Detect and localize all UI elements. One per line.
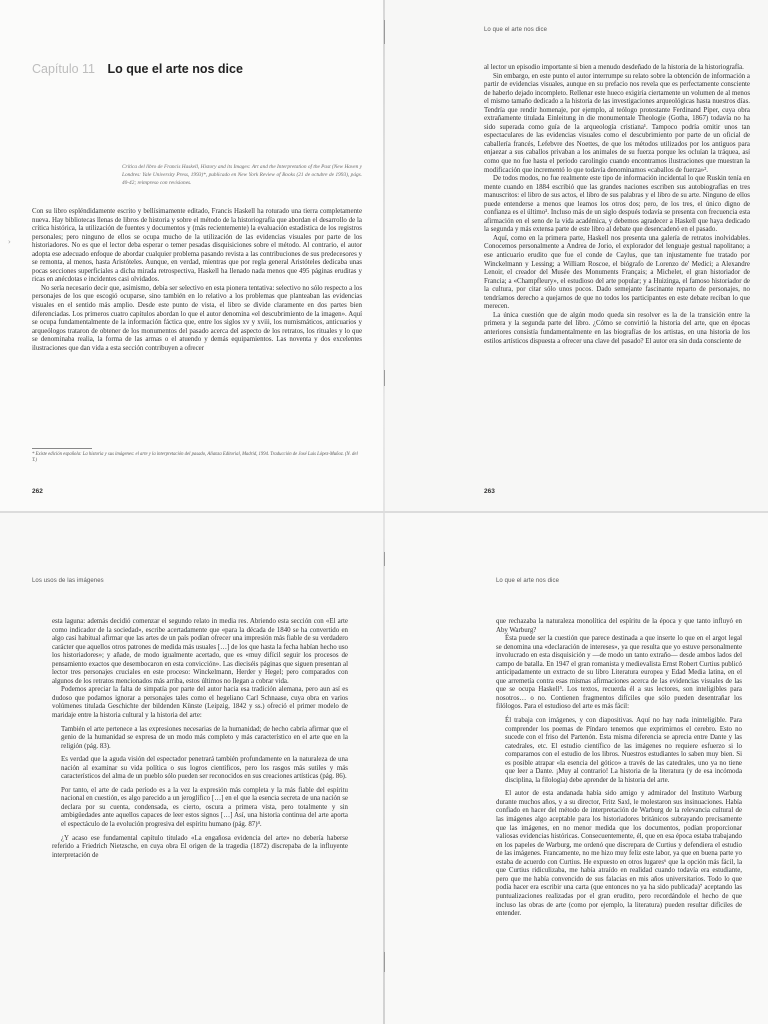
chapter-title: Lo que el arte nos dice [107,62,243,76]
paragraph: Sin embargo, en este punto el autor interrumpe su relato sobre la obtención de información a partir de evidencias visuales, aunque en su prefacio nos revela que es perfectamente consciente de haberlo dejado incompleto. Rellenar este hueco exigiría ciertamente un volumen de al menos el mismo tamaño dedicado a la historia de las investigaciones arqueológicas hasta nuestros días. Tendría que rendir homenaje, por ejemplo, al teólogo protestante Ferdinand Piper, cuya obra extrañamente titulada Einleitung in die monumentale Theologie (Gotha, 1867) todavía no ha sido superada como guía de la arqueología cristiana¹. Tampoco podría omitir unos tan espectaculares de las evidencias visuales como el descubrimiento por parte de un oficial de caballería francés, Lefebvre des Noettes, de que los métodos utilizados por los antiguos para enjaezar a sus caballos privaban a los animales de su fuerza porque les ocluían la tráquea, así como que no fue hasta el período carolingio cuando encontramos ilustraciones que muestran la modificación que incrementó lo que todavía denominamos «caballos de fuerza»². [484,72,750,174]
fold-mark [384,20,385,44]
paragraph: Podemos apreciar la falta de simpatía por parte del autor hacia esa tradición alemana, pero aun así es dudoso que podamos ignorar a personajes tales como el hegeliano Carl Schnaase, cuya obra en varios volúmenes titulada Geschichte der bildenden Künste (Leipzig, 1842 y ss.) ofreció el primer modelo de maridaje entre la historia cultural y la historia del arte: [52,686,348,720]
paragraph: esta laguna: además decidió comenzar el segundo relato in media res. Abriendo esta sección con «El arte como indicador de la sociedad», escribe acertadamente que «para la década de 1840 se ha convertido en algo casi habitual afirmar que las artes de un país podían ofrecer una impresión más fiable de su verdadero carácter que aquellos otros patrones de medida más usuales […] de los que hasta la fecha habían hecho uso los historiadores»; y añade, de modo igualmente acertado, que es «muy difícil seguir los procesos de pensamiento exactos que desembocaron en esta convicción». Las dieciséis páginas que siguen presentan al lector tres personajes cruciales en este proceso: Winckelmann, Herder y Hegel; pero comparados con algunos de los retratos mencionados más arriba, estos últimos no llegan a cobrar vida. [52,618,348,685]
paragraph: Ésta puede ser la cuestión que parece destinada a que inserte lo que en el argot legal se denomina una «declaración de intereses», ya que resulta que yo estuve personalmente involucrado en esta disquisición y —de modo un tanto extraño— desde ambos lados del campo de batalla. En 1947 el gran romanista y medievalista Ernst Robert Curtius publicó anticipadamente un extracto de su libro Literatura europea y Edad Media latina, en el que arremetía contra esas mismas afirmaciones acerca de las evidencias visuales de las que se ocupa Haskell⁵. Los textos, recuerda él a sus lectores, son inteligibles para nosotros… o no. Contienen fragmentos difíciles que sólo pueden desentrañar los filólogos. Para el estudioso del arte es más fácil: [496,635,742,711]
fold-mark [384,952,385,972]
page-divider [0,511,768,513]
source-note: Crítica del libro de Francis Haskell, History and its Images: Art and the Interpretation of the Past (New Haven y Londres: Yale University Press, 1993)*, publicado en New York Review of Books (21 de octubre de 1993), págs. 40-42; reimpreso con revisiones. [122,164,362,186]
paragraph: que rechazaba la naturaleza monolítica del espíritu de la época y que tanto influyó en Aby Warburg? [496,618,742,634]
body-text-262 [32,208,362,353]
block-quote: Por tanto, el arte de cada período es a la vez la expresión más completa y la más fiable del espíritu nacional en cuestión, es algo parecido a un jeroglífico […] en el que la esencia secreta de una nación se declara por su cuenta, condensada, es cierto, oscura a primera vista, pero totalmente y sin ambigüedades ante aquellos capaces de leer estos signos […] Así, una historia continua del arte aporta el espectáculo de la evolución progresiva del espíritu humano (pág. 87)⁴. [61,786,348,829]
page-bottom-left [0,512,384,1024]
paragraph: El autor de esta andanada había sido amigo y admirador del Instituto Warburg durante muchos años, y a su director, Fritz Saxl, le molestaron sus insinuaciones. Había confiado en hacer del método de interpretación de Warburg de la relevancia cultural de las imágenes algo aceptable para los historiadores británicos subrayando precisamente que las imágenes, en no menor medida que los documentos, podían proporcionar valiosas evidencias históricas. Consecuentemente, él, que en esa época estaba trabajando en los papeles de Warburg, me ordenó que discrepara de Curtius y defendiera el estudio de las imágenes. Francamente, no me hizo muy feliz este labor, ya que en buena parte yo estaba de acuerdo con Curtius. He expuesto en otros lugares⁶ que la opción más fácil, la que Curtius ridiculizaba, me había atraído en realidad cuando todavía era estudiante, pero que me había convencido de sus falacias en mis años universitarios. Todo lo que podía hacer era escribir una carta (que entonces no ya ha sido publicada)⁷ aceptando las puntualizaciones realizadas por el gran erudito, pero recordándole el hecho de que incluso las obras de arte (como por ejemplo, la literatura) pueden resultar difíciles de entender. [496,790,742,918]
scan-mark: › [8,238,11,246]
chapter-label: Capítulo 11 [32,62,96,76]
running-head: Los usos de las imágenes [32,578,104,584]
block-quote: También el arte pertenece a las expresiones necesarias de la humanidad; de hecho cabría afirmar que el genio de la humanidad se expresa de un modo más completo y más característico en el arte que en la religión (pág. 83). [61,725,348,750]
block-quote: Es verdad que la aguda visión del espectador penetrará también profundamente en la naturaleza de una nación al examinar su vida política o sus logros científicos, pero los rasgos más sutiles y más característicos del alma de un pueblo sólo pueden ser reconocidos en sus creaciones artísticas (pág. 86). [61,756,348,781]
page-263 [384,0,768,512]
paragraph: ¿Y acaso ese fundamental capítulo titulado «La engañosa evidencia del arte» no debería haberse referido a Friedrich Nietzsche, en cuya obra El origen de la tragedia (1872) discrepaba de la influyente interpretación de [52,834,348,859]
body-text-bottom-left [52,618,348,860]
page-number: 263 [484,488,495,495]
running-head: Lo que el arte nos dice [484,27,548,33]
running-head: Lo que el arte nos dice [496,578,560,584]
footnote: * Existe edición española: La historia y sus imágenes: el arte y la interpretación del pasado, Alianza Editorial, Madrid, 1994. Traducción de José Luis López-Muñoz. (N. del T.) [32,452,358,464]
body-text-bottom-right [496,618,742,919]
page-number: 262 [32,488,43,495]
footnote-rule [32,448,92,449]
fold-mark [384,370,385,386]
chapter-heading [32,60,243,78]
paragraph: No sería necesario decir que, asimismo, debía ser selectivo en esta pionera tentativa: selectivo no sólo respecto a los personajes de los que escogió ocuparse, sino también en lo relativo a los problemas que planteaban las evidencias visuales en el sentido más amplio. Desde este punto de vista, el libro se divide claramente en dos partes bien diferenciadas. Los primeros cuatro capítulos abordan lo que el autor denomina «el descubrimiento de la imagen». Aquí se ocupa fundamentalmente de la información fáctica que, entre los siglos xv y xviii, los numismáticos, anticuarios y arqueólogos trataron de obtener de los monumentos del pasado acerca del aspecto de los retratos, los rituales y lo que se denominaba realia, la forma de las armas o el atuendo y demás equipamientos. Las noventa y dos excelentes ilustraciones que dan vida a esta sección contribuyen a ofrecer [32,284,362,352]
paragraph: La única cuestión que de algún modo queda sin resolver es la de la transición entre la primera y la segunda parte del libro. ¿Cómo se convirtió la historia del arte, que en épocas anteriores consistía fundamentalmente en las biografías de los artistas, en una historia de los estilos artísticos dispuesta a ofrecer una clave del pasado? El autor era sin duda consciente de [484,311,750,345]
paragraph: De todos modos, no fue realmente este tipo de información incidental lo que Ruskin tenía en mente cuando en 1884 escribió que las grandes naciones escriben sus autobiografías en tres manuscritos: el libro de sus actos, el libro de sus palabras y el libro de su arte. Ninguno de ellos puede entenderse a menos que leamos los otros dos; pero, de los tres, el único digno de confianza es el último³. Incluso más de un siglo después todavía se presenta con frecuencia esta afirmación en el seno de la vida académica, y debemos agradecer a Haskell que haya dedicado la segunda y más extensa parte de este libro al debate que desencadenó en el pasado. [484,175,750,234]
fold-mark [384,552,385,566]
body-text-263 [484,64,750,346]
block-quote: Él trabaja con imágenes, y con diapositivas. Aquí no hay nada ininteligible. Para comprender los poemas de Píndaro tenemos que exprimirnos el cerebro. Esto no sucede con el friso del Partenón. Esta misma diferencia se aprecia entre Dante y las catedrales, etc. El estudio científico de las imágenes no requiere esfuerzo si lo comparamos con el estudio de los libros. Nuestros estudiantes lo saben muy bien. Si es posible atrapar «la esencia del gótico» a través de las catedrales, uno ya no tiene que leer a Dante. ¡Muy al contrario! La historia de la literatura (y de esa incómoda disciplina, la filología) debe aprender de la historia del arte. [505,717,742,784]
paragraph: Con su libro espléndidamente escrito y bellísimamente editado, Francis Haskell ha roturado una tierra completamente nueva. Hay bibliotecas llenas de libros de historia y sobre el método de la historiografía que abordan el desarrollo de la crítica histórica, la utilización de fuentes y documentos y (más recientemente) la evaluación estadística de los registros personales; pero ninguno de ellos se ocupa mucho de la utilización de las evidencias visuales por parte de los historiadores. No es que el lector deba esperar o temer pesadas disquisiciones sobre el método. Al contrario, el autor adopta ese adecuado enfoque de abordar cualquier problema pasando revista a las contribuciones de sus predecesores y se remonta, al menos, hasta Aristóteles. Aunque, en verdad, mientras que por regla general Aristóteles dedicaba unas pocas secciones superficiales a dicha mirada retrospectiva, Haskell ha llenado nada menos que 495 páginas eruditas y ricas en anécdotas e incidentes casi olvidados. [32,208,362,284]
paragraph: al lector un episodio importante si bien a menudo desdeñado de la historia de la historiografía. [484,64,744,71]
paragraph: Aquí, como en la primera parte, Haskell nos presenta una galería de retratos inolvidables. Conocemos personalmente a Andrea de Jorio, el explorador del lenguaje gestual napolitano; a ese anticuario erudito que fue el conde de Caylus, que tan injustamente fue tratado por Winckelmann y Lessing; a William Roscoe, el biógrafo de Lorenzo de' Medici; a Alexandre Lenoir, el creador del Musée des Monuments Français; a Michelet, el gran historiador de Francia; a «Champfleury», el estudioso del arte popular; y a Huizinga, el famoso historiador de la cultura, por citar sólo unos pocos. Dado semejante fascinante reparto de personajes, no tendríamos derecho a quejarnos de que no todos los participantes en este debate reciban lo que merecen. [484,234,750,311]
page-262 [0,0,384,512]
page-bottom-right [384,512,768,1024]
